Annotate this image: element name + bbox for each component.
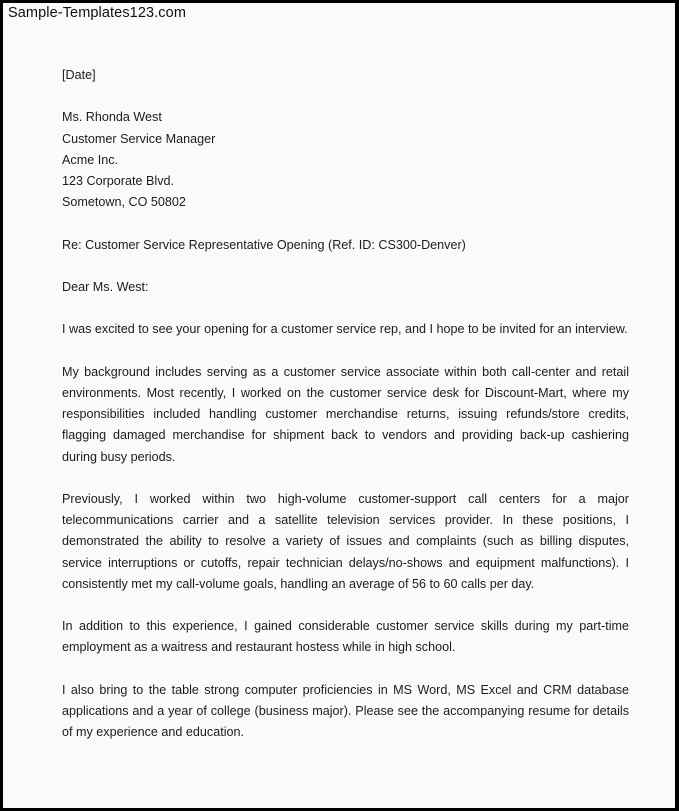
subject-line: Re: Customer Service Representative Opening (Ref. ID: CS300-Denver) [62, 237, 466, 252]
spacer [62, 213, 629, 234]
recipient-title: Customer Service Manager [62, 131, 216, 146]
body-paragraph-5: I also bring to the table strong computer proficiencies in MS Word, MS Excel and CRM database applications and a year of college (business major). Please see the accompanying resume for details of my experience and education. [62, 682, 629, 740]
recipient-city-state-zip: Sometown, CO 50802 [62, 195, 186, 210]
recipient-name: Ms. Rhonda West [62, 110, 162, 125]
body-paragraph-2: My background includes serving as a customer service associate within both call-center and retail environments. Most recently, I worked on the customer service desk for Discount-Mart, where my responsibilities included handling customer merchandise returns, issuing refunds/store credits, flagging damaged merchandise for shipment back to vendors and providing back-up cashiering during busy periods. [62, 364, 629, 464]
spacer [62, 86, 629, 107]
spacer [62, 595, 629, 616]
salutation: Dear Ms. West: [62, 279, 149, 294]
spacer [62, 468, 629, 489]
spacer [62, 298, 629, 319]
recipient-address-block [62, 107, 629, 213]
watermark-text: Sample-Templates123.com [8, 5, 186, 21]
letter-date: [Date] [62, 68, 96, 82]
cover-letter-body [62, 65, 629, 743]
body-paragraph-1: I was excited to see your opening for a customer service rep, and I hope to be invited for an interview. [62, 322, 628, 337]
recipient-street: 123 Corporate Blvd. [62, 174, 175, 188]
recipient-company: Acme Inc. [62, 152, 118, 167]
body-paragraph-3: Previously, I worked within two high-volume customer-support call centers for a major telecommunications carrier and a satellite television services provider. In these positions, I demonstrated the ability to resolve a variety of issues and complaints (such as billing disputes, service interruptions or cutoffs, repair technician delays/no-shows and equipment malfunctions). I consistently met my call-volume goals, handling an average of 56 to 60 calls per day. [62, 491, 629, 591]
spacer [62, 659, 629, 680]
body-paragraph-4: In addition to this experience, I gained considerable customer service skills during my part-time employment as a waitress and restaurant hostess while in high school. [62, 619, 629, 655]
spacer [62, 256, 629, 277]
spacer [62, 341, 629, 362]
